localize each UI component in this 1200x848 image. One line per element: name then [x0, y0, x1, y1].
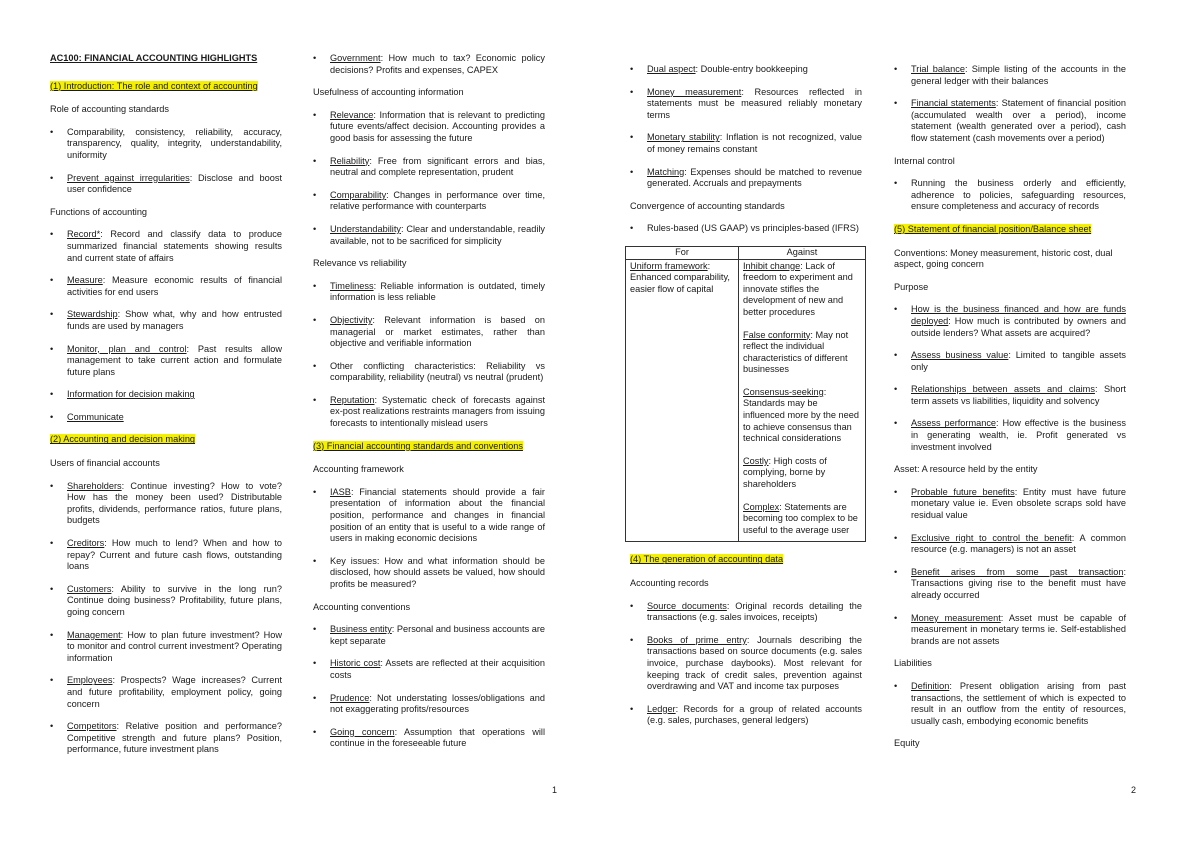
- bullet-list: [894, 487, 1126, 648]
- item-term: Trial balance: [911, 64, 965, 74]
- list-item: [313, 156, 545, 179]
- list-item: [50, 481, 282, 527]
- heading-framework: Accounting framework: [313, 464, 404, 475]
- bullet-list: [894, 64, 1126, 145]
- heading-internal-control: Internal control: [894, 155, 955, 166]
- section-heading-introduction: (1) Introduction: The role and context of accounting: [50, 80, 258, 91]
- item-text: : Statements are becoming too complex to be useful to the average user: [743, 501, 858, 535]
- list-item: [50, 309, 282, 332]
- column-3: [630, 64, 862, 738]
- item-term: Money measurement: [911, 612, 1001, 623]
- list-item: [50, 127, 282, 162]
- heading-liabilities: Liabilities: [894, 658, 932, 669]
- document-title: AC100: FINANCIAL ACCOUNTING HIGHLIGHTS: [50, 53, 258, 63]
- item-term: Money measurement: [647, 86, 742, 97]
- bullet-list: [313, 110, 545, 247]
- item-text: : Information that is relevant to predicting future events/affect decision. Accounting provides a good basis for assessing the future: [330, 109, 545, 143]
- item-term: Shareholders: [67, 480, 122, 491]
- list-item: [630, 601, 862, 624]
- list-item: [313, 110, 545, 145]
- list-item: [50, 412, 282, 424]
- list-item: [894, 64, 1126, 87]
- bullet-list: [50, 229, 282, 423]
- item-term: Timeliness: [330, 280, 374, 291]
- item-text: : How effective is the business in generating wealth, ie. Profit generated vs investment involved: [911, 418, 1126, 452]
- item-term: Relevance: [330, 109, 374, 120]
- list-item: [894, 304, 1126, 339]
- list-item: [313, 395, 545, 430]
- table-header-against: Against: [739, 246, 866, 259]
- item-term: Relationships between assets and claims: [911, 384, 1095, 395]
- list-item: [50, 344, 282, 379]
- heading-relevance-vs-reliability: Relevance vs reliability: [313, 258, 407, 269]
- section-heading-generation: (4) The generation of accounting data: [630, 554, 784, 565]
- item-text: : Entity must have future monetary value ie. Even obsolete scraps sold have residual value: [911, 486, 1126, 521]
- list-item: [50, 584, 282, 619]
- item-text: : Ability to survive in the long run? Continue doing business? Profitability, future plans, going concern: [67, 583, 282, 617]
- item-term: Business entity: [330, 624, 392, 635]
- table-entry: [630, 261, 734, 296]
- heading-conventions: Accounting conventions: [313, 601, 411, 612]
- list-item: [630, 223, 862, 235]
- item-text: : Records for a group of related accounts (e.g. sales, purchases, general ledgers): [647, 703, 862, 726]
- item-text: : Double-entry bookkeeping: [695, 64, 808, 74]
- item-text: : Show what, why and how entrusted funds are used by managers: [67, 309, 282, 331]
- item-text: : Continue investing? How to vote? How has the money been used? Distributable profits, dividends, performance ratios, future plans, budgets: [67, 480, 282, 526]
- item-term: Stewardship: [67, 309, 118, 320]
- item-term: Uniform framework: [630, 260, 708, 271]
- item-text: : Relevant information is based on managerial or market estimates, rather than objective and verifiable information: [330, 314, 545, 349]
- item-term: Measure: [67, 275, 103, 286]
- item-term: Information for decision making: [67, 389, 195, 400]
- item-term: Historic cost: [330, 658, 381, 669]
- item-term: Prevent against irregularities: [67, 172, 190, 183]
- item-text: : Free from significant errors and bias, neutral and complete representation, prudent: [330, 155, 545, 178]
- list-item: [313, 53, 545, 76]
- list-item: [313, 658, 545, 681]
- item-text: : Transactions giving rise to the benefit must have already occurred: [911, 566, 1126, 600]
- list-item: [313, 727, 545, 750]
- item-term: Competitors: [67, 721, 117, 732]
- list-item: [630, 167, 862, 190]
- item-term: Complex: [743, 501, 780, 512]
- item-term: False conformity: [743, 329, 811, 340]
- item-term: Books of prime entry: [647, 634, 747, 645]
- list-item: [894, 350, 1126, 373]
- list-item: [50, 389, 282, 401]
- list-item: [313, 361, 545, 384]
- item-text: : Disclose and boost user confidence: [67, 172, 282, 195]
- item-text: : Prospects? Wage increases? Current and future profitability, employment policy, going concern: [67, 675, 282, 709]
- item-term: Assess performance: [911, 418, 997, 429]
- item-text: Key issues: How and what information should be disclosed, how should assets be valued, how should profits be measured?: [330, 555, 545, 589]
- item-text: : Reliable information is outdated, timely information is less reliable: [330, 280, 545, 303]
- table-entry: [743, 456, 861, 491]
- item-term: Record*: [67, 229, 101, 240]
- item-text: : Not understating losses/obligations and not exaggerating profits/resources: [330, 692, 545, 715]
- bullet-list: [894, 304, 1126, 453]
- list-item: [630, 64, 862, 76]
- item-text: : Assets are reflected at their acquisition costs: [330, 658, 545, 680]
- item-text: : May not reflect the individual characteristics of different businesses: [743, 329, 849, 375]
- item-text: : Standards may be influenced more by the need to achieve consensus than technical considerations: [743, 386, 859, 444]
- table-cell-against: [739, 259, 866, 542]
- item-text: : Systematic check of forecasts against ex-post realizations restraints managers from issuing forecasts to intentionally mislead users: [330, 394, 545, 429]
- item-text: : Short term assets vs liabilities, liquidity and solvency: [911, 384, 1126, 406]
- item-term: Source documents: [647, 600, 727, 611]
- list-item: [894, 384, 1126, 407]
- section-heading-decision-making: (2) Accounting and decision making: [50, 434, 196, 445]
- list-item: [630, 87, 862, 122]
- list-item: [313, 224, 545, 247]
- item-text: Rules-based (US GAAP) vs principles-based (IFRS): [647, 223, 859, 234]
- item-text: : Limited to tangible assets only: [911, 350, 1126, 372]
- list-item: [313, 281, 545, 304]
- item-term: Definition: [911, 680, 950, 691]
- bullet-list: [630, 601, 862, 727]
- list-item: [630, 704, 862, 727]
- item-term: Benefit arises from some past transaction: [911, 566, 1124, 577]
- item-text: : Assumption that operations will continue in the foreseeable future: [330, 726, 545, 749]
- item-text: Comparability, consistency, reliability, accuracy, transparency, quality, integrity, understandability, uniformity: [67, 126, 282, 160]
- item-text: Other conflicting characteristics: Reliability vs comparability, reliability (neutral) vs neutral (prudent): [330, 360, 545, 383]
- list-item: [50, 675, 282, 710]
- item-term: Exclusive right to control the benefit: [911, 532, 1072, 543]
- item-text: : Original records detailing the transactions (e.g. sales invoices, receipts): [647, 600, 862, 623]
- list-item: [894, 487, 1126, 522]
- item-text: : Measure economic results of financial activities for end users: [67, 275, 282, 297]
- item-term: Probable future benefits: [911, 486, 1015, 497]
- item-term: Monetary stability: [647, 132, 720, 143]
- list-item: [894, 533, 1126, 556]
- bullet-list: [630, 223, 862, 235]
- table-entry: [743, 261, 861, 319]
- item-term: Comparability: [330, 189, 387, 200]
- bullet-list: [313, 281, 545, 430]
- item-text: : How to plan future investment? How to monitor and control current investment? Operating information: [67, 629, 282, 663]
- item-text: : Changes in performance over time, relative performance with counterparts: [330, 189, 545, 212]
- list-item: [50, 630, 282, 665]
- item-text: : Personal and business accounts are kept separate: [330, 624, 546, 646]
- list-item: [313, 624, 545, 647]
- heading-users: Users of financial accounts: [50, 458, 160, 469]
- bullet-list: [313, 53, 545, 76]
- item-text: : Inflation is not recognized, value of money remains constant: [647, 132, 862, 154]
- item-text: : A common resource (e.g. managers) is not an asset: [911, 532, 1126, 555]
- item-term: Inhibit change: [743, 260, 801, 271]
- item-text: : Past results allow management to take current action and formulate future plans: [67, 343, 282, 377]
- item-text: : High costs of complying, borne by shareholders: [743, 455, 827, 490]
- item-text: : Relative position and performance? Competitive strength and future plans? Position, performance, future investment plans: [67, 721, 282, 755]
- list-item: [894, 681, 1126, 727]
- item-text: : How much to lend? When and how to repay? Current and future cash flows, outstanding loans: [67, 538, 282, 572]
- item-text: : Record and classify data to produce summarized financial statements showing results and current state of affairs: [67, 229, 282, 263]
- item-text: : Enhanced comparability, easier flow of capital: [630, 260, 730, 294]
- item-text: : Financial statements should provide a fair presentation of information about the financial position, performance and changes in financial position of an entity that is useful to a wide range of users in making economic decisions: [330, 486, 545, 544]
- table-entry: [743, 387, 861, 445]
- item-term: Understandability: [330, 223, 401, 234]
- section-heading-standards: (3) Financial accounting standards and conventions: [313, 440, 523, 451]
- bullet-list: [50, 127, 282, 196]
- heading-convergence: Convergence of accounting standards: [630, 200, 785, 211]
- item-term: Management: [67, 629, 121, 640]
- column-4: [894, 64, 1126, 761]
- bullet-list: [894, 178, 1126, 213]
- item-term: Creditors: [67, 538, 105, 549]
- list-item: [313, 315, 545, 350]
- item-term: Reliability: [330, 155, 370, 166]
- heading-purpose: Purpose: [894, 281, 929, 292]
- item-term: Consensus-seeking: [743, 386, 824, 397]
- heading-asset: Asset: A resource held by the entity: [894, 464, 1038, 475]
- item-text: : Statement of financial position (accumulated wealth over a period), income statement (wealth generated over a period), cash flow statement (cash movements over a period): [911, 98, 1126, 143]
- item-term: Dual aspect: [647, 64, 696, 74]
- table-header-for: For: [626, 246, 739, 259]
- bullet-list: [630, 64, 862, 190]
- bullet-list: [50, 481, 282, 756]
- item-text: : Lack of freedom to experiment and innovate stifles the development of new and better procedures: [743, 260, 853, 317]
- list-item: [894, 178, 1126, 213]
- column-2: [313, 53, 545, 761]
- list-item: [313, 487, 545, 545]
- item-term: Customers: [67, 583, 112, 594]
- item-text: : Present obligation arising from past transactions, the settlement of which is expected to result in an outflow from the entity of resources, usually cash, embodying economic benefits: [911, 680, 1126, 726]
- page-number: 2: [1131, 785, 1137, 795]
- bullet-list: [894, 681, 1126, 727]
- item-term: IASB: [330, 486, 351, 497]
- item-term: Prudence: [330, 692, 370, 703]
- list-item: [313, 693, 545, 716]
- item-text: : Asset must be capable of measurement in monetary terms ie. Self-established brands are not assets: [911, 612, 1126, 646]
- item-text: : How much to tax? Economic policy decisions? Profits and expenses, CAPEX: [330, 53, 545, 75]
- list-item: [50, 173, 282, 196]
- item-text: : How much is contributed by owners and outside lenders? What assets are acquired?: [911, 315, 1126, 338]
- bullet-list: [313, 624, 545, 750]
- item-term: Reputation: [330, 394, 375, 405]
- item-term: How is the business financed and how are funds deployed: [911, 304, 1126, 326]
- list-item: [894, 418, 1126, 453]
- list-item: [894, 98, 1126, 144]
- item-term: Financial statements: [911, 98, 996, 109]
- list-item: [894, 613, 1126, 648]
- bullet-list: [313, 487, 545, 591]
- heading-records: Accounting records: [630, 578, 709, 588]
- item-term: Ledger: [647, 703, 676, 714]
- item-term: Assess business value: [911, 350, 1009, 361]
- list-item: [50, 229, 282, 264]
- item-term: Costly: [743, 455, 769, 466]
- heading-functions: Functions of accounting: [50, 206, 148, 217]
- item-term: Going concern: [330, 726, 395, 737]
- section-heading-balance-sheet: (5) Statement of financial position/Balance sheet: [894, 223, 1092, 234]
- conventions-text: Conventions: Money measurement, historic cost, dual aspect, going concern: [894, 247, 1113, 270]
- list-item: [894, 567, 1126, 602]
- table-entry: [743, 502, 861, 537]
- item-term: Employees: [67, 675, 113, 686]
- item-text: : Expenses should be matched to revenue generated. Accruals and prepayments: [647, 166, 862, 189]
- list-item: [313, 190, 545, 213]
- list-item: [313, 556, 545, 591]
- item-text: : Simple listing of the accounts in the general ledger with their balances: [911, 64, 1126, 86]
- column-1: [50, 53, 282, 767]
- item-text: : Clear and understandable, readily available, not to be sacrificed for simplicity: [330, 223, 545, 246]
- list-item: [630, 635, 862, 693]
- item-text: Running the business orderly and efficiently, adherence to policies, safeguarding resources, ensure completeness and accuracy of records: [911, 178, 1126, 212]
- list-item: [50, 721, 282, 756]
- page-number: 1: [552, 785, 558, 795]
- heading-usefulness: Usefulness of accounting information: [313, 87, 464, 98]
- table-cell-for: [626, 259, 739, 542]
- item-term: Government: [330, 53, 381, 63]
- item-term: Monitor, plan and control: [67, 343, 187, 354]
- for-against-table: [625, 246, 866, 542]
- heading-role-of-standards: Role of accounting standards: [50, 104, 170, 115]
- item-text: : Resources reflected in statements must be measured reliably monetary terms: [647, 86, 862, 120]
- list-item: [50, 275, 282, 298]
- item-term: Matching: [647, 166, 685, 177]
- item-text: : Journals describing the transactions based on source documents (e.g. sales invoice, purchase daybooks). Most relevant for keeping track of credit sales, prevention against overdrawing and VAT and income tax purposes: [647, 634, 862, 692]
- table-entry: [743, 330, 861, 376]
- list-item: [630, 132, 862, 155]
- list-item: [50, 538, 282, 573]
- heading-equity: Equity: [894, 738, 920, 749]
- item-term: Objectivity: [330, 314, 373, 325]
- item-term: Communicate: [67, 411, 124, 422]
